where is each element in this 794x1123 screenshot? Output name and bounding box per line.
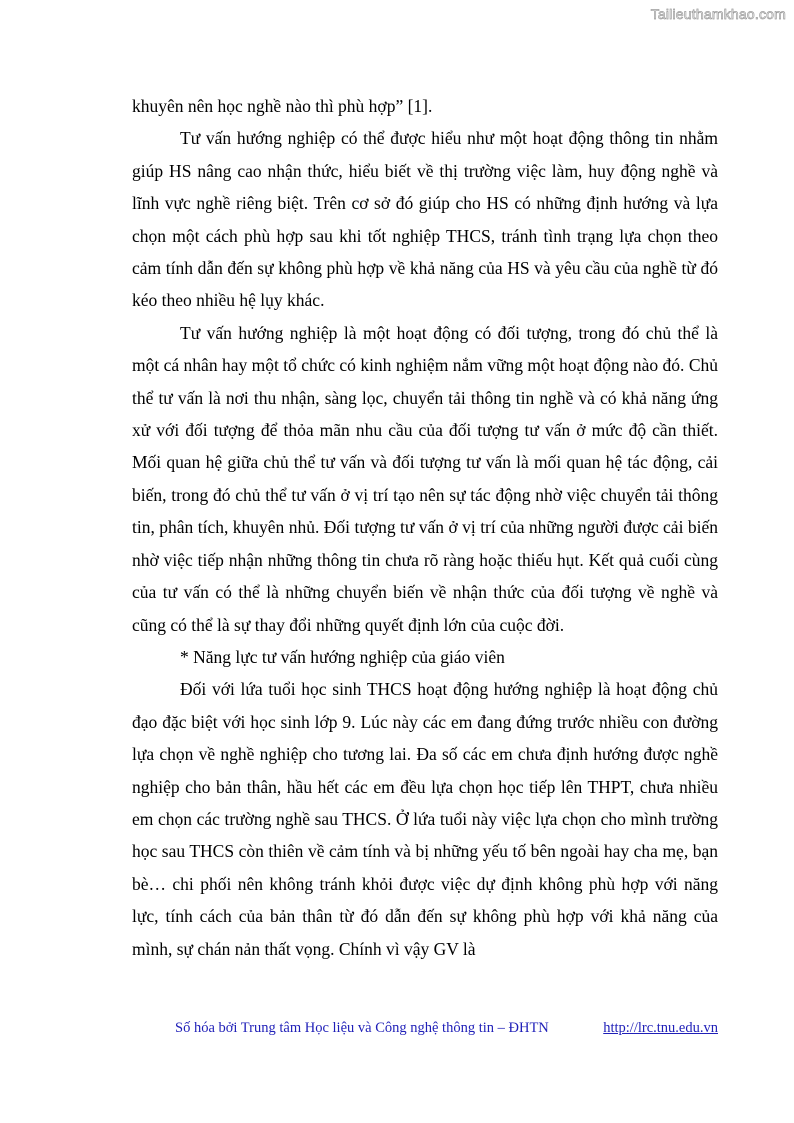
- paragraph-thcs-students: Đối với lứa tuổi học sinh THCS hoạt động hướng nghiệp là hoạt động chủ đạo đặc biệt với học sinh lớp 9. Lúc này các em đang đứng trước nhiều con đường lựa chọn về nghề nghiệp cho tương lai. Đa số các em chưa định hướng được nghề nghiệp cho bản thân, hầu hết các em đều lựa chọn học tiếp lên THPT, chưa nhiều em chọn các trường nghề sau THCS. Ở lứa tuổi này việc lựa chọn cho mình trường học sau THCS còn thiên về cảm tính và bị những yếu tố bên ngoài hay cha mẹ, bạn bè… chi phối nên không tránh khỏi được việc dự định không phù hợp với năng lực, tính cách của bản thân từ đó dẫn đến sự không phù hợp với khả năng của mình, sự chán nản thất vọng. Chính vì vậy GV là: [132, 679, 718, 959]
- footer-link[interactable]: http://lrc.tnu.edu.vn: [603, 1020, 718, 1036]
- document-body: [132, 90, 718, 965]
- section-heading: * Năng lực tư vấn hướng nghiệp của giáo viên: [180, 646, 505, 667]
- paragraph-continuation: khuyên nên học nghề nào thì phù hợp” [1].: [132, 96, 433, 116]
- page-footer: [175, 1020, 718, 1037]
- paragraph-definition: Tư vấn hướng nghiệp có thể được hiểu như một hoạt động thông tin nhằm giúp HS nâng cao nhận thức, hiểu biết về thị trường việc làm, huy động nghề và lĩnh vực nghề riêng biệt. Trên cơ sở đó giúp cho HS có những định hướng và lựa chọn một cách phù hợp sau khi tốt nghiệp THCS, tránh tình trạng lựa chọn theo cảm tính dẫn đến sự không phù hợp về khả năng của HS và yêu cầu của nghề từ đó kéo theo nhiều hệ lụy khác.: [132, 128, 718, 311]
- paragraph-subject-object: Tư vấn hướng nghiệp là một hoạt động có đối tượng, trong đó chủ thể là một cá nhân hay một tổ chức có kinh nghiệm nắm vững một hoạt động nào đó. Chủ thể tư vấn là nơi thu nhận, sàng lọc, chuyển tải thông tin nghề và có khả năng ứng xử với đối tượng để thỏa mãn nhu cầu của đối tượng tư vấn ở mức độ cần thiết. Mối quan hệ giữa chủ thể tư vấn và đối tượng tư vấn là mối quan hệ tác động, cải biến, trong đó chủ thể tư vấn ở vị trí tạo nên sự tác động nhờ việc chuyển tải thông tin, phân tích, khuyên nhủ. Đối tượng tư vấn ở vị trí của những người được cải biến nhờ việc tiếp nhận những thông tin chưa rõ ràng hoặc thiếu hụt. Kết quả cuối cùng của tư vấn có thể là những chuyển biến về nhận thức của đối tượng về nghề và cũng có thể là sự thay đổi những quyết định lớn của cuộc đời.: [132, 322, 718, 635]
- watermark-text: Tailieuthamkhao.com: [650, 6, 786, 22]
- footer-credit: Số hóa bởi Trung tâm Học liệu và Công nghệ thông tin – ĐHTN: [175, 1020, 549, 1036]
